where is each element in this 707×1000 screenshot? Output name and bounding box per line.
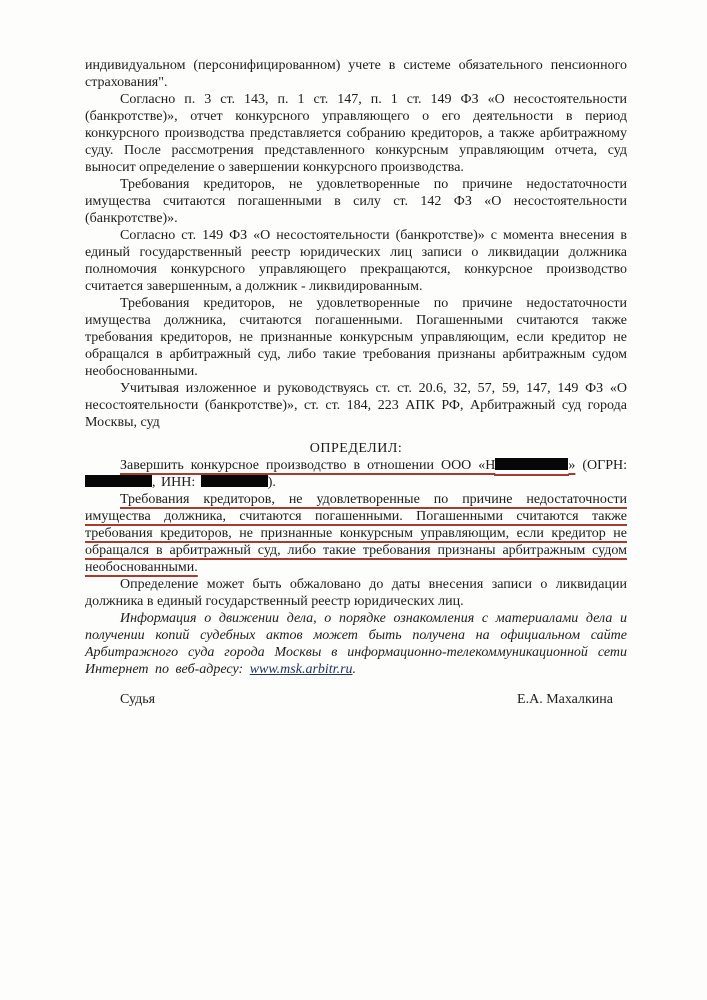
paragraph-pension-insurance: индивидуальном (персонифицированном) учете в системе обязательного пенсионного страхования". bbox=[85, 58, 627, 90]
judge-label: Судья bbox=[120, 692, 156, 707]
ruling-line-company bbox=[85, 457, 627, 474]
ruling-line-numbers bbox=[85, 474, 627, 491]
ruling-inn-label: , ИНН: bbox=[152, 475, 196, 490]
paragraph-legal-basis: Учитывая изложенное и руководствуясь ст. ст. 20.6, 32, 57, 59, 147, 149 ФЗ «О несостоятельности (банкротстве)», ст. ст. 184, 223 АПК РФ, Арбитражный суд города Москвы, суд bbox=[85, 381, 627, 430]
paragraph-creditors-claims-142: Требования кредиторов, не удовлетворенные по причине недостаточности имущества считаются погашенными в силу ст. 142 ФЗ «О несостоятельности (банкротстве)». bbox=[85, 177, 627, 226]
paragraph-case-info bbox=[85, 610, 627, 678]
ruling-underlined-text: Завершить конкурсное производство в отношении ООО «Н bbox=[120, 458, 496, 473]
judge-name: Е.А. Махалкина bbox=[517, 692, 613, 707]
ruling-close-quote: » bbox=[568, 458, 576, 473]
paragraph-law-143-147-149: Согласно п. 3 ст. 143, п. 1 ст. 147, п. 1 ст. 149 ФЗ «О несостоятельности (банкротстве)», отчет конкурсного управляющего о его деятельности в период конкурсного производства представляется собранию кредиторов, а также арбитражному суду. После рассмотрения представленного конкурсным управляющим отчета, суд выносит определение о завершении конкурсного производства. bbox=[85, 92, 627, 175]
case-info-text: Информация о движении дела, о порядке ознакомления с материалами дела и получении копий судебных актов может быть получена на официальном сайте Арбитражного суда города Москвы в информационно-телекоммуникационной сети Интернет по веб-адресу: bbox=[85, 611, 627, 677]
ruling-ogrn-label: (ОГРН: bbox=[582, 458, 627, 473]
document-text-block bbox=[85, 57, 627, 708]
redaction-box-ogrn-number bbox=[85, 475, 152, 487]
redaction-box-inn-number bbox=[201, 475, 268, 487]
signature-block bbox=[85, 691, 627, 708]
case-info-period: . bbox=[352, 662, 357, 677]
ruling-closing-paren: ). bbox=[267, 475, 276, 490]
ruling-heading: ОПРЕДЕЛИЛ: bbox=[309, 441, 403, 456]
paragraph-creditors-claims-settled: Требования кредиторов, не удовлетворенные по причине недостаточности имущества должника, считаются погашенными. Погашенными считаются также требования кредиторов, не признанные конкурсным управляющим, если кредитор не обращался в арбитражный суд, либо такие требования признаны арбитражным судом необоснованными. bbox=[85, 296, 627, 379]
ruling-paragraph-claims-settled: Требования кредиторов, не удовлетворенные по причине недостаточности имущества должника, считаются погашенными. Погашенными считаются также требования кредиторов, не признанные конкурсным управляющим, если кредитор не обращался в арбитражный суд, либо такие требования признаны арбитражным судом необоснованными. bbox=[85, 492, 627, 575]
paragraph-appeal-notice: Определение может быть обжаловано до даты внесения записи о ликвидации должника в единый государственный реестр юридических лиц. bbox=[85, 577, 627, 609]
court-website-link[interactable]: www.msk.arbitr.ru bbox=[249, 662, 353, 677]
redaction-box-company-name bbox=[495, 458, 568, 470]
paragraph-law-149-liquidation: Согласно ст. 149 ФЗ «О несостоятельности (банкротстве)» с момента внесения в единый государственный реестр юридических лиц записи о ликвидации должника полномочия конкурсного управляющего прекращаются, конкурсное производство считается завершенным, а должник - ликвидированным. bbox=[85, 228, 627, 294]
